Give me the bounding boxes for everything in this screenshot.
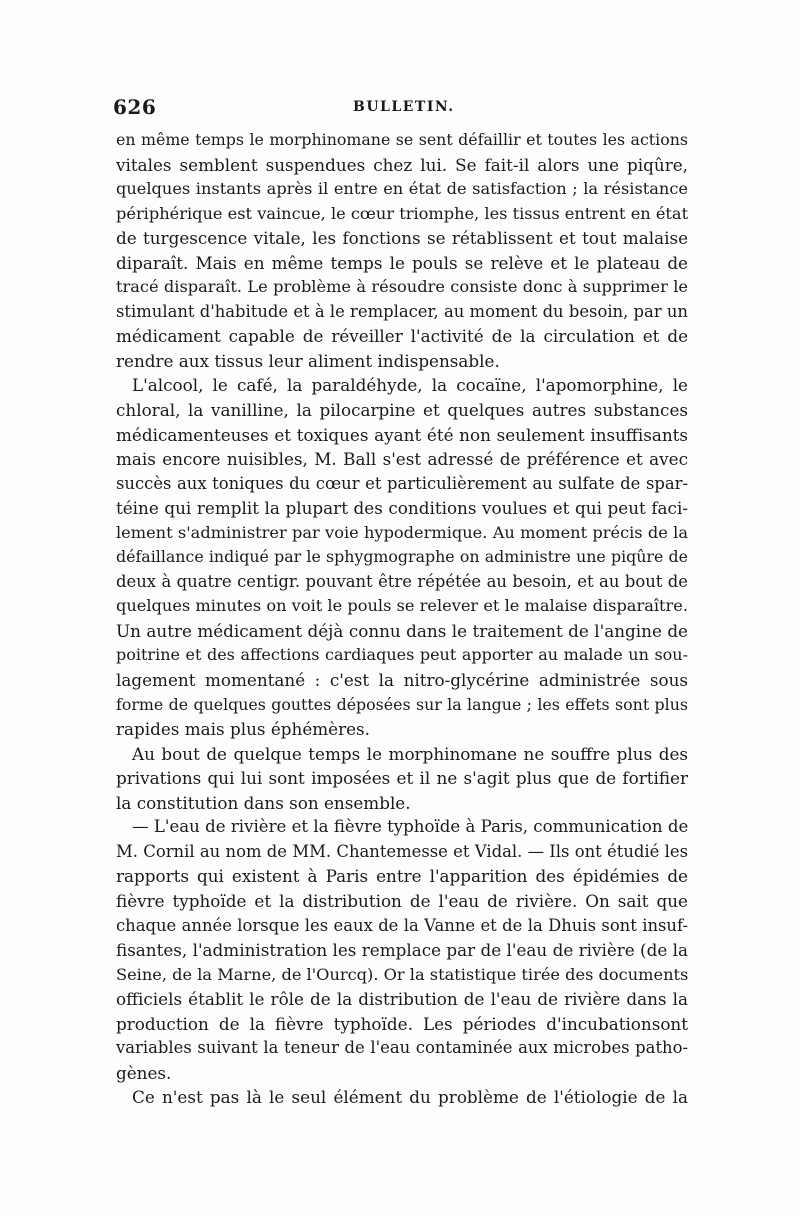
- text-line: poitrine et des affections cardiaques peut apporter au malade un sou-: [116, 645, 688, 665]
- text-line: Au bout de quelque temps le morphinomane ne souffre plus des: [132, 743, 688, 764]
- text-line: défaillance indiqué par le sphygmographe on administre une piqûre de: [116, 547, 688, 567]
- running-head: BULLETIN.: [353, 99, 455, 115]
- text-line: Un autre médicament déjà connu dans le traitement de l'angine de: [116, 620, 688, 641]
- text-line: fisantes, l'administration les remplace par de l'eau de rivière (de la: [116, 940, 688, 961]
- text-line: mais encore nuisibles, M. Ball s'est adressé de préférence et avec: [116, 449, 688, 470]
- text-line: privations qui lui sont imposées et il ne s'agit plus que de fortifier: [116, 768, 688, 789]
- text-line: téine qui remplit la plupart des conditions voulues et qui peut faci-: [116, 498, 688, 519]
- text-line: — L'eau de rivière et la fièvre typhoïde à Paris, communication de: [132, 817, 688, 837]
- text-line: médicamenteuses et toxiques ayant été non seulement insuffisants: [116, 424, 688, 445]
- text-line: rapides mais plus éphémères.: [116, 719, 371, 740]
- text-line: chaque année lorsque les eaux de la Vanne et de la Dhuis sont insuf-: [116, 915, 688, 935]
- body-text: [116, 128, 688, 1110]
- text-line: variables suivant la teneur de l'eau contaminée aux microbes patho-: [116, 1038, 688, 1058]
- text-line: tracé disparaît. Le problème à résoudre consiste donc à supprimer le: [116, 277, 688, 297]
- text-line: L'alcool, le café, la paraldéhyde, la cocaïne, l'apomorphine, le: [132, 375, 688, 396]
- page-header: [113, 95, 693, 125]
- page-number: 626: [113, 95, 157, 119]
- text-line: médicament capable de réveiller l'activité de la circulation et de: [116, 326, 688, 347]
- text-line: forme de quelques gouttes déposées sur la langue ; les effets sont plus: [116, 694, 688, 714]
- text-line: M. Cornil au nom de MM. Chantemesse et Vidal. — Ils ont étudié les: [116, 841, 688, 861]
- text-line: quelques minutes on voit le pouls se relever et le malaise disparaître.: [116, 596, 688, 616]
- text-line: Seine, de la Marne, de l'Ourcq). Or la statistique tirée des documents: [116, 964, 688, 984]
- text-line: vitales semblent suspendues chez lui. Se fait-il alors une piqûre,: [116, 154, 688, 175]
- text-line: rapports qui existent à Paris entre l'apparition des épidémies de: [116, 866, 688, 887]
- text-line: lagement momentané : c'est la nitro-glycérine administrée sous: [116, 670, 688, 691]
- text-line: officiels établit le rôle de la distribution de l'eau de rivière dans la: [116, 989, 688, 1010]
- text-line: gènes.: [116, 1062, 172, 1083]
- text-line: fièvre typhoïde et la distribution de l'eau de rivière. On sait que: [116, 890, 688, 911]
- text-line: chloral, la vanilline, la pilocarpine et quelques autres substances: [116, 400, 688, 421]
- text-line: quelques instants après il entre en état de satisfaction ; la résistance: [116, 179, 688, 199]
- text-line: de turgescence vitale, les fonctions se rétablissent et tout malaise: [116, 228, 688, 249]
- text-line: en même temps le morphinomane se sent défaillir et toutes les actions: [116, 130, 688, 149]
- text-line: production de la fièvre typhoïde. Les périodes d'incubationsont: [116, 1013, 688, 1034]
- text-line: stimulant d'habitude et à le remplacer, au moment du besoin, par un: [116, 301, 688, 321]
- text-line: succès aux toniques du cœur et particulièrement au sulfate de spar-: [116, 473, 688, 493]
- text-line: Ce n'est pas là le seul élément du problème de l'étiologie de la: [132, 1087, 688, 1108]
- text-line: diparaît. Mais en même temps le pouls se relève et le plateau de: [116, 252, 688, 273]
- text-line: lement s'administrer par voie hypodermique. Au moment précis de la: [116, 522, 688, 542]
- text-line: la constitution dans son ensemble.: [116, 792, 411, 813]
- text-line: rendre aux tissus leur aliment indispensable.: [116, 350, 500, 371]
- text-line: périphérique est vaincue, le cœur triomphe, les tissus entrent en état: [116, 203, 688, 223]
- text-line: deux à quatre centigr. pouvant être répétée au besoin, et au bout de: [116, 571, 688, 591]
